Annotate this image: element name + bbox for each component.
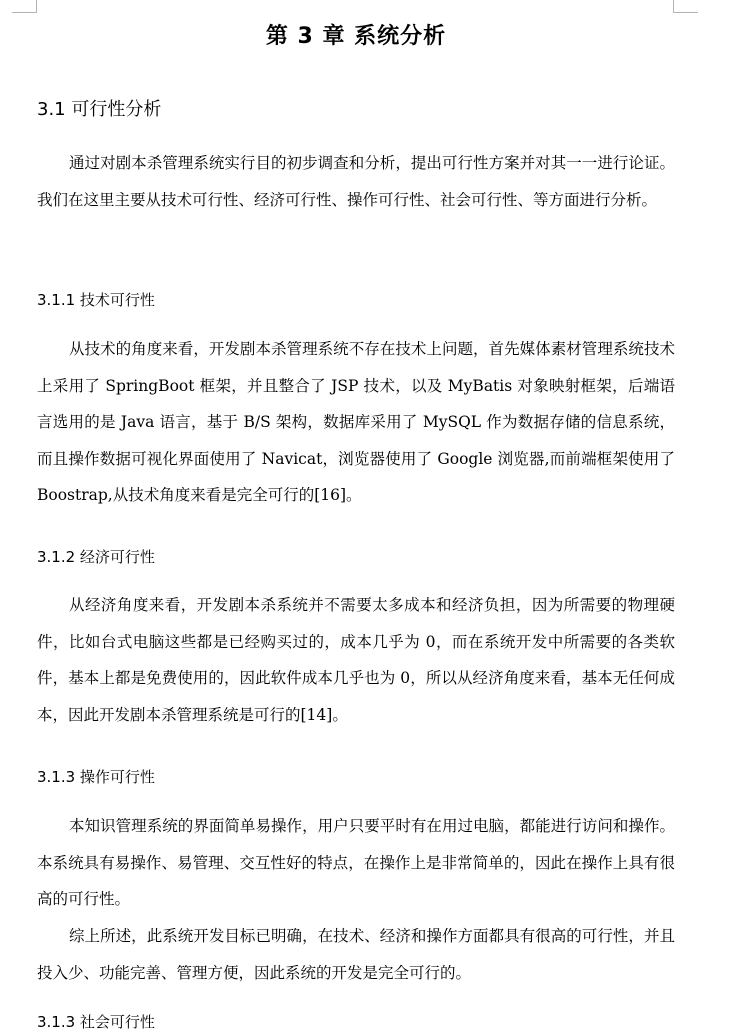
section-intro-paragraph: 通过对剧本杀管理系统实行目的初步调查和分析，提出可行性方案并对其一一进行论证。我们在这里主要从技术可行性、经济可行性、操作可行性、社会可行性、等方面进行分析。 bbox=[37, 154, 675, 209]
subsection-heading-operational: 3.1.3 操作可行性 bbox=[37, 768, 155, 786]
summary-paragraph: 综上所述，此系统开发目标已明确，在技术、经济和操作方面都具有很高的可行性，并且投入少、功能完善、管理方便，因此系统的开发是完全可行的。 bbox=[37, 927, 675, 982]
operational-paragraph: 本知识管理系统的界面简单易操作，用户只要平时有在用过电脑，都能进行访问和操作。本系统具有易操作、易管理、交互性好的特点，在操作上是非常简单的，因此在操作上具有很高的可行性。 bbox=[37, 817, 675, 908]
economic-paragraph: 从经济角度来看，开发剧本杀系统并不需要太多成本和经济负担，因为所需要的物理硬件，比如台式电脑这些都是已经购买过的，成本几乎为 0，而在系统开发中所需要的各类软件，基本上都是免费使用的，因此软件成本几乎也为 0，所以从经济角度来看，基本无任何成本，因此开发剧本杀管理系统是可行的[14]。 bbox=[37, 596, 675, 724]
subsection-heading-economic: 3.1.2 经济可行性 bbox=[37, 548, 155, 566]
chapter-title: 第 3 章 系统分析 bbox=[265, 24, 447, 49]
subsection-heading-technical: 3.1.1 技术可行性 bbox=[37, 291, 155, 309]
page-corner-mark-top-right bbox=[673, 0, 698, 13]
section-heading: 3.1 可行性分析 bbox=[37, 99, 162, 120]
technical-paragraph: 从技术的角度来看，开发剧本杀管理系统不存在技术上问题，首先媒体素材管理系统技术上采用了 SpringBoot 框架，并且整合了 JSP 技术，以及 MyBatis 对象映射框架，后端语言选用的是 Java 语言，基于 B/S 架构，数据库采用了 MySQL 作为数据存储的信息系统，而且操作数据可视化界面使用了 Navicat，浏览器使用了 Google 浏览器,而前端框架使用了 Boostrap,从技术角度来看是完全可行的[16]。 bbox=[37, 340, 675, 504]
page-corner-mark-top-left bbox=[12, 0, 37, 13]
subsection-heading-social: 3.1.3 社会可行性 bbox=[37, 1013, 155, 1031]
